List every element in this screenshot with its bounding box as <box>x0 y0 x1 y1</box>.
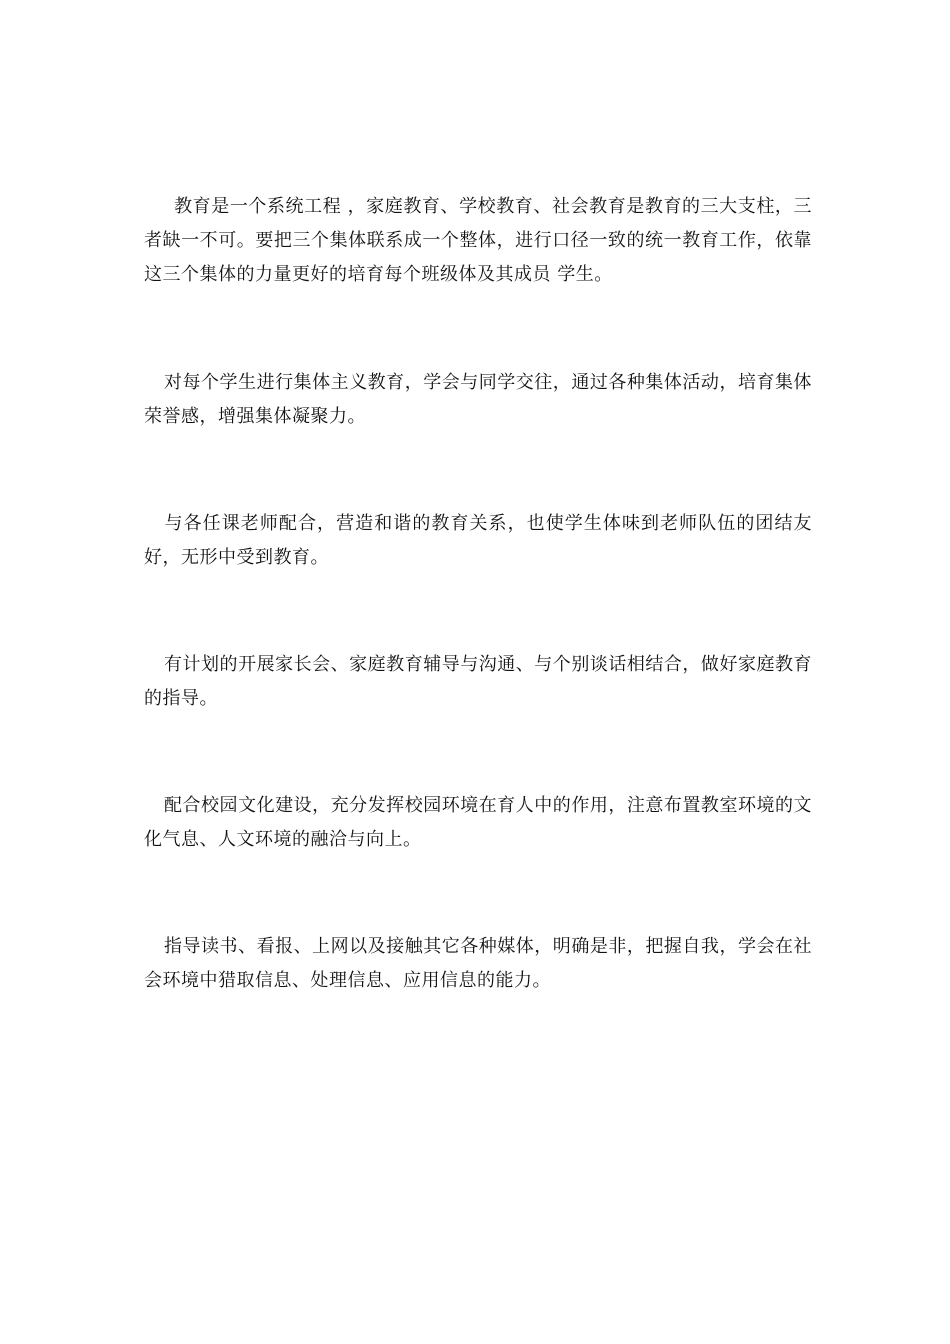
paragraph-3-text: 与各任课老师配合，营造和谐的教育关系，也使学生体味到老师队伍的团结友好，无形中受到教育。 <box>144 513 812 568</box>
paragraph-1 <box>144 190 812 292</box>
paragraph-5 <box>144 789 812 857</box>
paragraph-5-text: 配合校园文化建设，充分发挥校园环境在育人中的作用，注意布置教室环境的文化气息、人文环境的融洽与向上。 <box>144 795 812 850</box>
paragraph-6-text: 指导读书、看报、上网以及接触其它各种媒体，明确是非，把握自我，学会在社会环境中猎取信息、处理信息、应用信息的能力。 <box>144 936 812 991</box>
paragraph-1-text: 教育是一个系统工程 ，家庭教育、学校教育、社会教育是教育的三大支柱，三者缺一不可。要把三个集体联系成一个整体，进行口径一致的统一教育工作，依靠这三个集体的力量更好的培育每个班级体及其成员 学生。 <box>144 196 812 285</box>
paragraph-4-text: 有计划的开展家长会、家庭教育辅导与沟通、与个别谈话相结合，做好家庭教育的指导。 <box>144 654 812 709</box>
paragraph-2-text: 对每个学生进行集体主义教育，学会与同学交往，通过各种集体活动，培育集体荣誉感，增强集体凝聚力。 <box>144 372 812 427</box>
paragraph-6 <box>144 930 812 998</box>
paragraph-2 <box>144 366 812 434</box>
paragraph-3 <box>144 507 812 575</box>
paragraph-4 <box>144 648 812 716</box>
